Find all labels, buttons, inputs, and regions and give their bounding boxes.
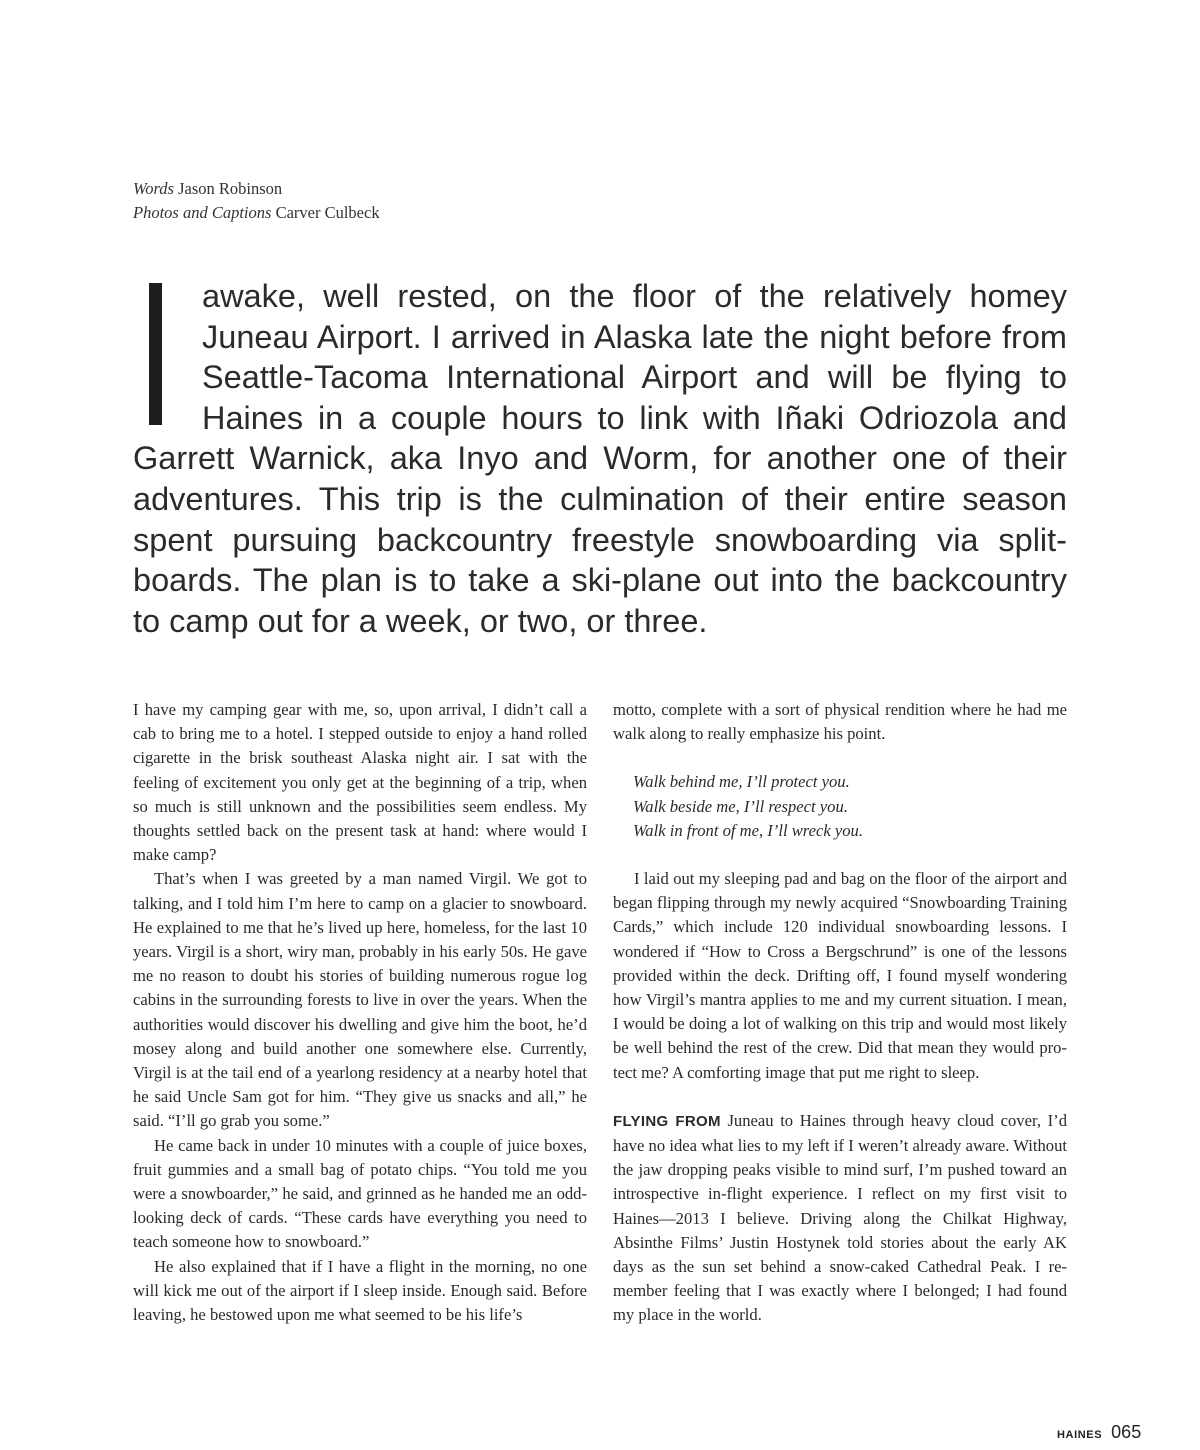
photos-author: Carver Culbeck <box>275 203 380 222</box>
words-label: Words <box>133 179 174 198</box>
intro-paragraph <box>133 276 1067 641</box>
poem-line: Walk beside me, I’ll respect you. <box>633 796 848 816</box>
photos-credit <box>133 201 380 225</box>
section-body: Juneau to Haines through heavy cloud cover, I’d have no idea what lies to my left if I weren’t already aware. Without the jaw dropping peaks visible to mind surf, I’m pushed toward an introspective in-flight experience. I reflect on my first visit to Haines—2013 I believe. Driving along the Chilkat Highway, Absinthe Films’ Justin Hostynek told stories about the early AK days as the sun set behind a snow-caked Cathedral Peak. I remember feeling that I was exactly where I belonged; I had found my place in the world. <box>613 1110 1067 1325</box>
section-name: HAINES <box>1057 1429 1103 1441</box>
words-author: Jason Robinson <box>178 179 283 198</box>
photos-label: Photos and Captions <box>133 203 272 222</box>
body-paragraph: That’s when I was greeted by a man named Virgil. We got to talking, and I told him I’m here to camp on a glacier to snowboard. He explained to me that he’s lived up here, homeless, for the last 10 years. Virgil is a short, wiry man, probably in his early 50s. He gave me no reason to doubt his stories of building numerous rogue log cabins in the surrounding forests to live in over the years. When the authorities would discover his dwelling and give him the boot, he’d mosey along and build another one somewhere else. Currently, Virgil is at the tail end of a yearlong residency at a nearby hotel that he said Uncle Sam got for him. “They give us snacks and all,” he said. “I’ll go grab you some.” <box>133 869 587 1131</box>
section-paragraph <box>613 1109 1067 1328</box>
body-paragraph: I have my camping gear with me, so, upon arrival, I didn’t call a cab to bring me to a hotel. I stepped outside to enjoy a hand rolled cigarette in the brisk southeast Alaska night air. I sat with the feeling of excitement you only get at the beginning of a trip, when so much is still unknown and the possibilities seem endless. My thoughts settled back on the present task at hand: where would I make camp? <box>133 700 587 865</box>
poem-line: Walk behind me, I’ll protect you. <box>633 772 850 792</box>
section-lead-in: FLYING FROM <box>613 1112 721 1130</box>
body-paragraph-continuation: motto, complete with a sort of physical rendition where he had me walk along to really emphasize his point. <box>613 700 1067 744</box>
motto-poem <box>633 770 1067 843</box>
drop-cap-i <box>149 283 162 425</box>
body-paragraph: He also explained that if I have a flight in the morning, no one will kick me out of the airport if I sleep inside. Enough said. Before leaving, he bestowed upon me what seemed to be his life’s <box>133 1256 587 1325</box>
body-paragraph: I laid out my sleeping pad and bag on the floor of the airport and began flipping through my newly acquired “Snowboarding Training Cards,” which include 120 individual snowboarding lessons. I wondered if “How to Cross a Bergschrund” is one of the lessons provided within the deck. Drifting off, I found myself wondering how Virgil’s mantra applies to me and my current situation. I mean, I would be doing a lot of walking on this trip and would most likely be well behind the rest of the crew. Did that mean they would protect me? A comforting image that put me right to sleep. <box>613 869 1067 1082</box>
intro-text: awake, well rested, on the floor of the relatively homey Juneau Airport. I arrived in Alaska late the night before from Seattle-Tacoma International Airport and will be flying to Haines in a couple hours to link with Iñaki Odriozola and Garrett Warnick, aka Inyo and Worm, for another one of their adventures. This trip is the culmination of their entire season spent pursuing backcountry freestyle snowboarding via split-boards. The plan is to take a ski-plane out into the backcountry to camp out for a week, or two, or three. <box>133 278 1067 639</box>
page-folio <box>1057 1422 1141 1443</box>
byline <box>133 177 380 225</box>
words-credit <box>133 177 380 201</box>
body-column-left <box>133 698 587 1327</box>
poem-line: Walk in front of me, I’ll wreck you. <box>633 820 863 840</box>
page-number: 065 <box>1111 1422 1142 1442</box>
body-column-right <box>613 698 1067 1328</box>
body-paragraph: He came back in under 10 minutes with a couple of juice boxes, fruit gummies and a small bag of potato chips. “You told me you were a snowboarder,” he said, and grinned as he handed me an odd-looking deck of cards. “These cards have everything you need to teach someone how to snowboard.” <box>133 1135 587 1252</box>
